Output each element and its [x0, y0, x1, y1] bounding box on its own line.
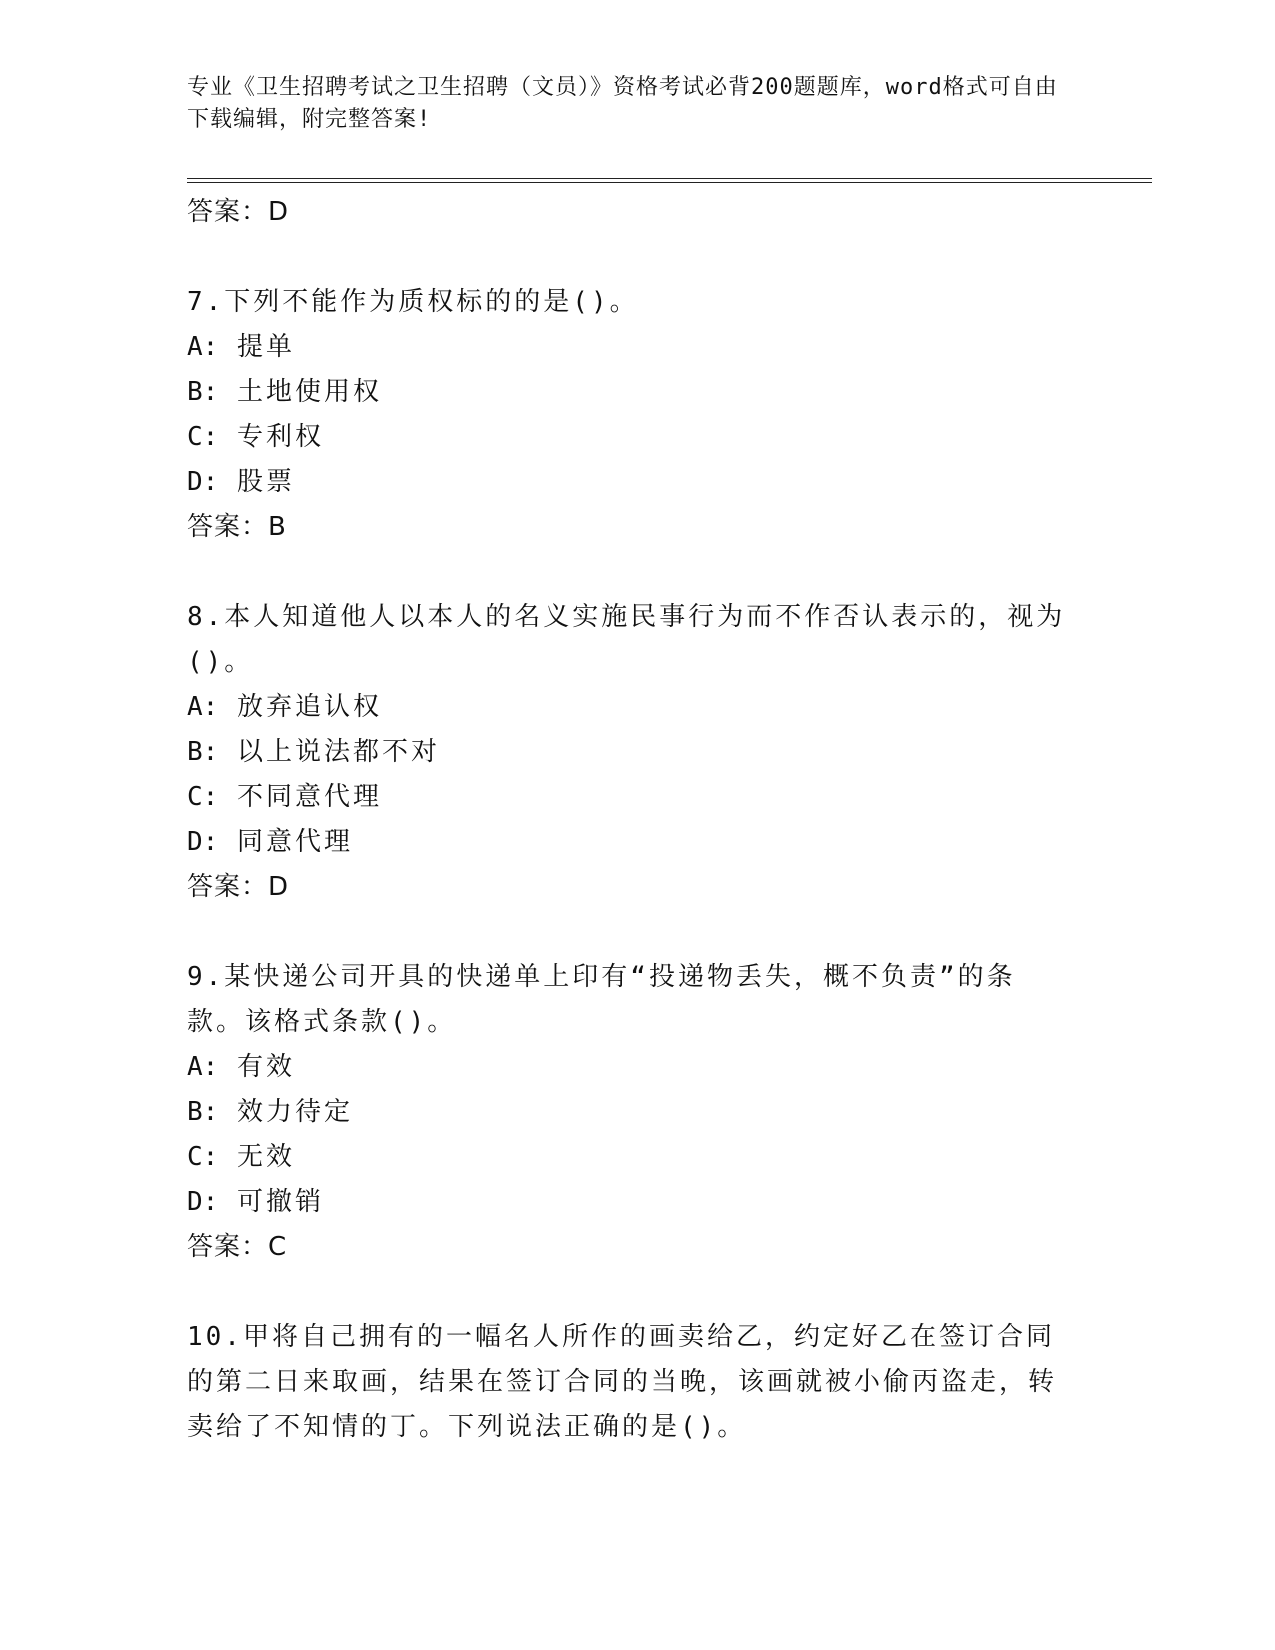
option-b: [187, 730, 1067, 775]
option-key: C:: [187, 1142, 219, 1172]
option-key: B:: [187, 377, 219, 407]
previous-answer: 答案：D: [187, 197, 290, 227]
option-text: 可撤销: [236, 1187, 324, 1217]
option-text: 放弃追认权: [236, 692, 382, 722]
answer: 答案：C: [187, 1232, 288, 1262]
option-d: [187, 460, 1067, 505]
option-text: 同意代理: [236, 827, 353, 857]
question-7: [187, 280, 1067, 550]
option-b: [187, 1090, 1067, 1135]
option-text: 无效: [236, 1142, 295, 1172]
option-a: [187, 325, 1067, 370]
answer: 答案：D: [187, 872, 290, 902]
option-c: [187, 775, 1067, 820]
option-key: D:: [187, 467, 219, 497]
question-text: 7.下列不能作为质权标的的是()。: [187, 287, 639, 317]
option-d: [187, 820, 1067, 865]
option-key: A:: [187, 692, 219, 722]
answer: 答案：B: [187, 512, 287, 542]
option-text: 提单: [236, 332, 295, 362]
document-header: 专业《卫生招聘考试之卫生招聘（文员）》资格考试必背200题题库，word格式可自由下载编辑，附完整答案!: [187, 75, 1058, 132]
option-text: 以上说法都不对: [236, 737, 440, 767]
option-key: B:: [187, 1097, 219, 1127]
question-9: [187, 955, 1067, 1270]
option-c: [187, 415, 1067, 460]
option-key: C:: [187, 422, 219, 452]
document-body: [187, 190, 1067, 1495]
option-d: [187, 1180, 1067, 1225]
option-c: [187, 1135, 1067, 1180]
question-8: [187, 595, 1067, 910]
option-key: D:: [187, 827, 219, 857]
option-key: A:: [187, 1052, 219, 1082]
option-text: 有效: [236, 1052, 295, 1082]
option-text: 土地使用权: [236, 377, 382, 407]
option-key: B:: [187, 737, 219, 767]
option-text: 效力待定: [236, 1097, 353, 1127]
question-text: 10.甲将自己拥有的一幅名人所作的画卖给乙，约定好乙在签订合同的第二日来取画，结果在签订合同的当晚，该画就被小偷丙盗走，转卖给了不知情的丁。下列说法正确的是()。: [187, 1322, 1058, 1442]
header-divider: [187, 178, 1152, 183]
question-text: 8.本人知道他人以本人的名义实施民事行为而不作否认表示的，视为()。: [187, 602, 1066, 677]
question-text: 9.某快递公司开具的快递单上印有“投递物丢失，概不负责”的条款。该格式条款()。: [187, 962, 1016, 1037]
option-b: [187, 370, 1067, 415]
option-a: [187, 1045, 1067, 1090]
option-text: 不同意代理: [236, 782, 382, 812]
option-key: D:: [187, 1187, 219, 1217]
option-key: A:: [187, 332, 219, 362]
option-a: [187, 685, 1067, 730]
question-10: [187, 1315, 1067, 1450]
option-key: C:: [187, 782, 219, 812]
option-text: 专利权: [236, 422, 324, 452]
option-text: 股票: [236, 467, 295, 497]
